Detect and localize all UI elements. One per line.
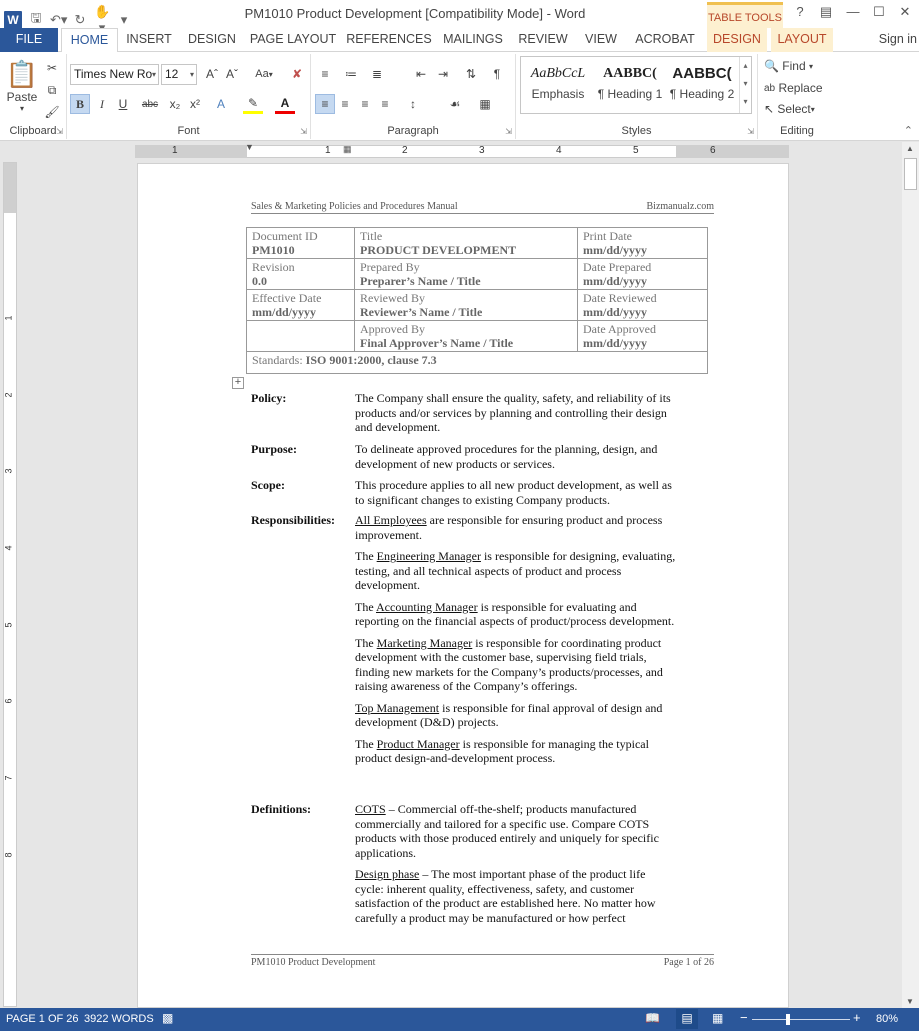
table-cell[interactable] (355, 259, 578, 290)
section-label: Scope: (251, 478, 285, 492)
ruler-number: 1 (3, 315, 14, 321)
styles-group-label: Styles (621, 125, 652, 137)
item-prefix: The (355, 549, 377, 563)
zoom-in-button[interactable]: + (853, 1010, 861, 1025)
section-body (355, 802, 677, 932)
increase-indent-icon[interactable]: ⇥ (437, 67, 449, 81)
role-name: Product Manager (376, 736, 460, 751)
style-preview: AABBC( (672, 65, 732, 82)
justify-icon[interactable]: ≡ (381, 97, 389, 111)
document-control-table[interactable] (246, 227, 708, 374)
role-name: Marketing Manager (376, 635, 473, 650)
page-header (251, 201, 714, 214)
tab-table-design[interactable]: DESIGN (707, 28, 767, 52)
page-count[interactable]: PAGE 1 OF 26 (6, 1013, 79, 1025)
styles-gallery (520, 56, 752, 114)
ruler-number: 1 (325, 145, 331, 156)
editing-group (758, 54, 836, 139)
ribbon-tabs (0, 28, 919, 52)
font-group (67, 54, 311, 139)
align-center-icon[interactable]: ≡ (341, 97, 349, 111)
table-row (247, 259, 708, 290)
definition-text: – The most important phase of the product life cycle: inherent quality, effectiveness, safety, and customer satisfaction of the product are established here. No matter how carefully a product may be manufactured or how perfect (355, 867, 656, 925)
ruler-number: 2 (402, 145, 408, 156)
collapse-ribbon-icon[interactable]: ⌃ (903, 125, 913, 137)
minimize-button[interactable]: — (846, 4, 860, 19)
tab-file[interactable]: FILE (0, 28, 58, 52)
ribbon (0, 52, 919, 141)
table-cell[interactable] (355, 321, 578, 352)
chevron-down-icon: ▾ (268, 69, 273, 79)
cell-value: mm/dd/yyyy (583, 336, 648, 350)
style-emphasis[interactable] (523, 59, 593, 111)
font-size-combo[interactable] (161, 64, 197, 85)
cell-label: Document ID (252, 229, 318, 243)
ruler-number: 7 (3, 775, 14, 781)
zoom-out-button[interactable]: − (740, 1010, 748, 1025)
list-item (355, 737, 677, 766)
text-effects-icon[interactable]: A (216, 97, 225, 111)
style-preview: AaBbCcL (530, 66, 586, 81)
find-button[interactable] (764, 56, 813, 76)
list-item (355, 600, 677, 629)
cell-label: Print Date (583, 229, 632, 243)
web-layout-icon[interactable]: ▦ (712, 1011, 724, 1025)
list-item (355, 802, 677, 860)
bullets-icon[interactable]: ≡ (321, 67, 329, 81)
definition-text: – Commercial off-the-shelf; products manufactured commercially and tailored for a specific use. Compare COTS products with those produced entirely and uniquely for specific applications. (355, 802, 659, 860)
cell-value: ISO 9001:2000, clause 7.3 (305, 353, 437, 367)
tab-references[interactable]: REFERENCES (346, 32, 432, 46)
table-cell[interactable] (247, 259, 355, 290)
item-text: is responsible for designing, evaluating, testing, and all technical aspects of product and process development. (355, 549, 676, 592)
print-layout-icon[interactable]: ▤ (676, 1009, 698, 1029)
item-prefix: The (355, 599, 376, 614)
touch-mode-icon[interactable]: ✋ (94, 4, 111, 19)
word-logo-icon[interactable]: W (4, 11, 22, 29)
cell-value: mm/dd/yyyy (583, 305, 648, 319)
item-text: is responsible for managing the typical product design-and-development process. (355, 736, 649, 765)
item-prefix: The (355, 635, 377, 650)
copy-icon[interactable]: ⧉ (47, 82, 57, 97)
tab-home[interactable]: HOME (61, 28, 118, 53)
section-body: This procedure applies to all new product development, as well as to significant changes to existing Company products. (355, 478, 672, 507)
paste-button[interactable] (4, 56, 40, 116)
header-left: Sales & Marketing Policies and Procedures Manual (251, 201, 458, 212)
chevron-down-icon: ▾ (19, 104, 24, 113)
ruler-number: 1 (172, 145, 178, 156)
italic-button[interactable]: I (100, 96, 104, 111)
status-bar (0, 1008, 919, 1031)
chevron-down-icon: ▾ (189, 70, 194, 79)
horizontal-ruler[interactable] (0, 142, 919, 161)
clipboard-icon: 📋 (5, 59, 39, 89)
sort-icon[interactable]: ⇅ (465, 67, 477, 81)
ruler-number: 3 (3, 468, 14, 474)
table-cell[interactable] (578, 259, 708, 290)
style-preview: AABBC( (603, 66, 657, 81)
font-name-value: Times New Ro (74, 67, 153, 81)
cut-icon[interactable]: ✂ (46, 61, 58, 75)
table-cell[interactable] (355, 290, 578, 321)
indent-marker-icon[interactable]: ▼ (245, 142, 254, 152)
borders-icon[interactable]: ▦ (479, 97, 491, 111)
cell-value: PM1010 (252, 243, 295, 257)
replace-icon: ab (764, 82, 776, 94)
ruler-number: 4 (556, 145, 562, 156)
style-name: ¶ Heading 1 (597, 87, 663, 101)
definition-term: COTS (355, 802, 386, 816)
line-spacing-icon[interactable]: ↕ (410, 97, 416, 111)
format-painter-icon[interactable]: 🖌 (44, 105, 60, 119)
style-name: Emphasis (531, 87, 585, 101)
table-cell[interactable] (247, 352, 708, 374)
table-row (247, 321, 708, 352)
header-right: Bizmanualz.com (646, 201, 714, 212)
grow-font-button[interactable]: Aˆ (206, 67, 218, 81)
cell-label: Reviewed By (360, 291, 425, 305)
cell-label: Prepared By (360, 260, 420, 274)
ruler-margin-left (135, 145, 247, 158)
ruler-number: 6 (3, 698, 14, 704)
superscript-button[interactable]: x² (190, 97, 200, 111)
dialog-launcher-icon[interactable]: ⇲ (505, 127, 512, 136)
align-right-icon[interactable]: ≡ (361, 97, 369, 111)
table-cell[interactable] (578, 290, 708, 321)
change-case-button[interactable] (249, 64, 279, 84)
chevron-down-icon: ▾ (810, 104, 815, 114)
binoculars-icon: 🔍 (764, 59, 779, 73)
close-button[interactable]: ✕ (899, 4, 911, 19)
sign-in-link[interactable]: Sign in (878, 32, 917, 46)
tab-design[interactable]: DESIGN (188, 32, 236, 46)
item-text: is responsible for evaluating and reporting on the financial aspects of product/process development. (355, 599, 675, 628)
cell-value: mm/dd/yyyy (583, 243, 648, 257)
table-row (247, 352, 708, 374)
style-heading-2[interactable] (667, 59, 737, 111)
clipboard-group (0, 54, 67, 139)
cell-value: mm/dd/yyyy (583, 274, 648, 288)
replace-button[interactable] (764, 78, 823, 98)
definition-term: Design phase (355, 867, 420, 881)
clear-formatting-icon[interactable]: ✘ (291, 67, 303, 81)
editing-group-label: Editing (780, 125, 814, 137)
strikethrough-button[interactable]: abc (141, 98, 159, 110)
item-text: are responsible for ensuring product and process improvement. (355, 513, 663, 542)
item-text: is responsible for coordinating product development with the customer base, supervising field trials, finding new markets for the Company’s products/processes, and raising awareness of the Company’s offerings. (355, 635, 663, 693)
multilevel-list-icon[interactable]: ≣ (371, 67, 383, 81)
cell-label: Date Prepared (583, 260, 652, 274)
cell-value: Final Approver’s Name / Title (360, 336, 514, 350)
cell-label: Date Approved (583, 322, 656, 336)
dialog-launcher-icon[interactable]: ⇲ (56, 127, 63, 136)
document-page[interactable] (137, 163, 789, 1008)
word-count[interactable]: 3922 WORDS (84, 1013, 154, 1025)
maximize-button[interactable]: ☐ (873, 4, 885, 19)
tab-view[interactable]: VIEW (585, 32, 617, 46)
tab-acrobat[interactable]: ACROBAT (635, 32, 695, 46)
vertical-scrollbar[interactable] (902, 142, 919, 1008)
role-name: Engineering Manager (376, 549, 481, 563)
redo-icon[interactable]: ↻ (74, 12, 86, 27)
table-move-handle-icon[interactable]: + (232, 377, 244, 389)
paragraph-group (311, 54, 516, 139)
zoom-slider-thumb[interactable] (786, 1014, 790, 1025)
show-formatting-icon[interactable]: ¶ (493, 67, 501, 81)
tab-review[interactable]: REVIEW (518, 32, 568, 46)
cell-value: Reviewer’s Name / Title (360, 305, 483, 319)
style-name: ¶ Heading 2 (669, 87, 735, 101)
tab-page-layout[interactable]: PAGE LAYOUT (249, 32, 337, 46)
font-group-label: Font (177, 125, 200, 137)
read-mode-icon[interactable]: 📖 (645, 1011, 660, 1025)
scroll-down-icon[interactable]: ▼ (906, 997, 914, 1006)
list-item (355, 867, 677, 925)
scroll-thumb[interactable] (904, 158, 917, 190)
style-heading-1[interactable] (595, 59, 665, 111)
role-name: All Employees (355, 513, 427, 527)
cell-label: Title (360, 229, 383, 243)
section-label: Definitions: (251, 802, 311, 816)
clipboard-group-label: Clipboard (9, 125, 57, 137)
table-cell[interactable] (247, 290, 355, 321)
tab-insert[interactable]: INSERT (126, 32, 172, 46)
subscript-button[interactable]: x₂ (169, 97, 181, 111)
footer-right: Page 1 of 26 (663, 957, 714, 968)
ruler-number: 5 (633, 145, 639, 156)
underline-button[interactable]: U (118, 97, 128, 111)
ruler-number: 2 (3, 392, 14, 398)
proofing-icon[interactable]: ▩ (162, 1011, 174, 1025)
align-left-icon[interactable]: ≡ (315, 94, 335, 114)
ruler-number: 4 (3, 545, 14, 551)
window-title: PM1010 Product Development [Compatibility Mode] - Word (244, 6, 586, 21)
section-label: Policy: (251, 391, 287, 405)
find-label: Find (782, 59, 806, 73)
footer-left: PM1010 Product Development (251, 957, 376, 968)
table-row (247, 228, 708, 259)
ribbon-display-options-icon[interactable]: ▤ (819, 4, 833, 19)
role-name: Top Management (355, 700, 440, 715)
table-row (247, 290, 708, 321)
section-label: Responsibilities: (251, 513, 336, 527)
table-cell[interactable] (578, 228, 708, 259)
numbering-icon[interactable]: ≔ (345, 67, 357, 81)
table-cell[interactable] (247, 321, 355, 352)
vertical-ruler[interactable] (3, 162, 17, 1007)
column-marker-icon[interactable]: ▦ (343, 144, 352, 154)
table-tools-label: TABLE TOOLS (707, 2, 783, 28)
shrink-font-button[interactable]: Aˇ (226, 67, 238, 81)
highlight-color-icon[interactable]: ✎ (243, 94, 263, 114)
tab-mailings[interactable]: MAILINGS (443, 32, 503, 46)
list-item (355, 701, 677, 730)
select-button[interactable] (764, 99, 815, 119)
table-cell[interactable] (247, 228, 355, 259)
cell-value: Preparer’s Name / Title (360, 274, 481, 288)
cell-label: Revision (252, 260, 295, 274)
table-cell[interactable] (578, 321, 708, 352)
font-color-icon[interactable]: A (275, 94, 295, 114)
paste-label: Paste (6, 90, 38, 104)
cell-label: Effective Date (252, 291, 322, 305)
cell-label: Standards: (252, 353, 303, 367)
cell-value: PRODUCT DEVELOPMENT (360, 243, 517, 257)
dialog-launcher-icon[interactable]: ⇲ (747, 127, 754, 136)
list-item (355, 636, 677, 694)
cell-value: mm/dd/yyyy (252, 305, 317, 319)
ruler-margin-top (4, 163, 16, 213)
zoom-slider[interactable] (752, 1019, 850, 1020)
section-body: The Company shall ensure the quality, safety, and reliability of its products and/or services by planning and controlling their design and development. (355, 391, 671, 434)
list-item (355, 513, 677, 542)
customize-qat-icon[interactable]: ▾ (120, 12, 128, 27)
ruler-number: 8 (3, 852, 14, 858)
item-text: is responsible for final approval of design and development (D&D) projects. (355, 700, 663, 729)
table-cell[interactable] (355, 228, 578, 259)
shading-icon[interactable]: ☙ (449, 97, 461, 111)
bold-button[interactable]: B (70, 94, 90, 114)
section-body (355, 513, 677, 773)
cell-label: Date Reviewed (583, 291, 657, 305)
save-icon[interactable]: 🖫 (30, 10, 42, 25)
undo-icon[interactable]: ↶▾ (50, 12, 68, 27)
decrease-indent-icon[interactable]: ⇤ (415, 67, 427, 81)
styles-scroll[interactable]: ▴ ▾ ▾ (739, 57, 751, 113)
list-item (355, 549, 677, 593)
zoom-level[interactable]: 80% (876, 1013, 899, 1025)
section-label: Purpose: (251, 442, 297, 456)
cell-label: Approved By (360, 322, 425, 336)
ruler-number: 6 (710, 145, 716, 156)
chevron-down-icon: ▾ (808, 61, 813, 71)
title-bar (0, 0, 919, 28)
section-body: To delineate approved procedures for the planning, design, and development of new products or services. (355, 442, 658, 471)
tab-table-layout[interactable]: LAYOUT (771, 28, 833, 52)
font-name-combo[interactable] (70, 64, 159, 85)
ruler-margin-right (676, 145, 789, 158)
replace-label: Replace (778, 81, 823, 95)
item-prefix: The (355, 736, 377, 751)
cursor-icon: ↖ (764, 102, 775, 116)
paragraph-group-label: Paragraph (387, 125, 439, 137)
help-button[interactable]: ? (796, 4, 804, 19)
ruler-number: 5 (3, 622, 14, 628)
page-footer (251, 954, 714, 968)
select-label: Select (777, 102, 811, 116)
dialog-launcher-icon[interactable]: ⇲ (300, 127, 307, 136)
chevron-down-icon: ▾ (151, 70, 156, 79)
role-name: Accounting Manager (376, 599, 478, 614)
ruler-number: 3 (479, 145, 485, 156)
scroll-up-icon[interactable]: ▲ (906, 144, 914, 153)
font-size-value: 12 (165, 67, 179, 81)
change-case-label: Aa (255, 68, 269, 80)
cell-value: 0.0 (252, 274, 267, 288)
